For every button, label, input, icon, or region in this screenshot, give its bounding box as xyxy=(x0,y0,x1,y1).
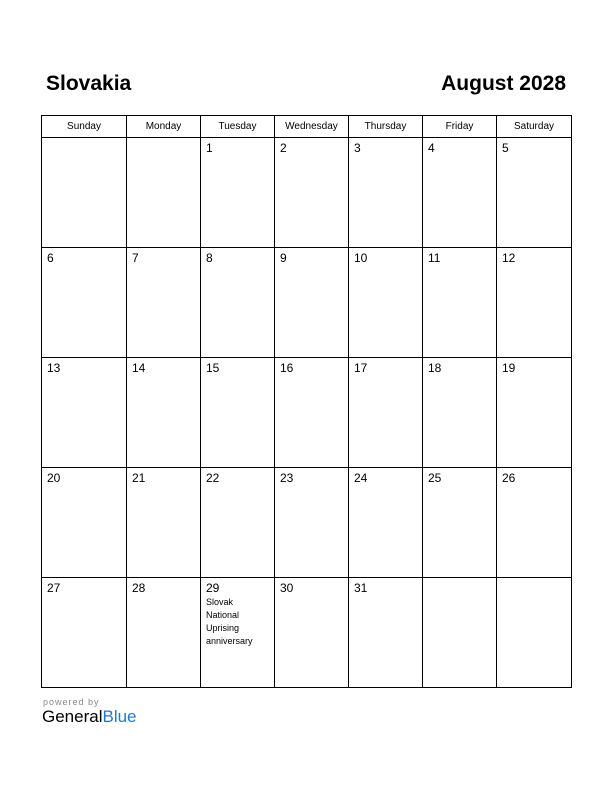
day-number: 7 xyxy=(132,251,139,265)
week-row xyxy=(42,248,572,358)
day-number: 13 xyxy=(47,361,61,375)
day-number: 4 xyxy=(428,141,435,155)
day-cell xyxy=(349,358,423,468)
day-cell xyxy=(201,248,275,358)
day-cell xyxy=(42,578,127,688)
month-title: August 2028 xyxy=(441,72,566,95)
day-cell xyxy=(42,358,127,468)
day-cell xyxy=(423,248,497,358)
day-number: 22 xyxy=(206,471,220,485)
day-cell xyxy=(349,138,423,248)
day-number: 25 xyxy=(428,471,442,485)
day-number: 28 xyxy=(132,581,146,595)
day-number: 17 xyxy=(354,361,368,375)
day-cell xyxy=(349,248,423,358)
day-number: 11 xyxy=(428,251,441,265)
day-number: 3 xyxy=(354,141,361,155)
day-number: 26 xyxy=(502,471,516,485)
day-cell xyxy=(42,468,127,578)
day-number: 24 xyxy=(354,471,368,485)
day-cell xyxy=(423,358,497,468)
day-number: 2 xyxy=(280,141,287,155)
day-cell xyxy=(127,138,201,248)
day-cell xyxy=(349,578,423,688)
day-number: 30 xyxy=(280,581,294,595)
weekday-header: Wednesday xyxy=(275,116,349,138)
brand-general: General xyxy=(42,707,103,726)
day-number: 23 xyxy=(280,471,294,485)
day-number: 5 xyxy=(502,141,509,155)
day-cell xyxy=(423,468,497,578)
powered-by: powered by xyxy=(43,697,100,707)
day-cell xyxy=(497,578,572,688)
day-number: 31 xyxy=(354,581,368,595)
day-cell xyxy=(275,138,349,248)
day-cell xyxy=(349,468,423,578)
country-title: Slovakia xyxy=(46,72,132,95)
weekday-header: Tuesday xyxy=(201,116,275,138)
weekday-header: Thursday xyxy=(349,116,423,138)
day-number: 12 xyxy=(502,251,516,265)
week-row xyxy=(42,358,572,468)
day-number: 27 xyxy=(47,581,61,595)
day-number: 16 xyxy=(280,361,294,375)
day-cell xyxy=(275,578,349,688)
day-cell xyxy=(423,138,497,248)
day-cell xyxy=(497,248,572,358)
day-number: 8 xyxy=(206,251,213,265)
day-cell xyxy=(201,358,275,468)
day-cell xyxy=(497,358,572,468)
day-cell xyxy=(497,468,572,578)
day-cell xyxy=(275,358,349,468)
day-cell xyxy=(423,578,497,688)
day-number: 29 xyxy=(206,581,220,595)
weekday-header: Saturday xyxy=(497,116,572,138)
day-number: 20 xyxy=(47,471,61,485)
day-number: 6 xyxy=(47,251,54,265)
calendar-grid xyxy=(41,115,572,688)
week-row xyxy=(42,468,572,578)
brand-blue: Blue xyxy=(102,707,137,726)
day-number: 18 xyxy=(428,361,442,375)
weekday-header: Monday xyxy=(127,116,201,138)
weekday-header: Friday xyxy=(423,116,497,138)
day-cell xyxy=(127,248,201,358)
day-cell xyxy=(127,578,201,688)
day-cell xyxy=(201,138,275,248)
day-cell xyxy=(275,248,349,358)
day-number: 14 xyxy=(132,361,146,375)
day-number: 1 xyxy=(206,141,213,155)
holiday-event: Slovak National Uprising anniversary xyxy=(206,597,253,646)
day-cell xyxy=(127,468,201,578)
week-row xyxy=(42,138,572,248)
day-number: 15 xyxy=(206,361,220,375)
generalblue-logo xyxy=(42,707,137,727)
week-row xyxy=(42,578,572,688)
day-cell xyxy=(42,138,127,248)
day-cell xyxy=(275,468,349,578)
weekday-header: Sunday xyxy=(42,116,127,138)
day-number: 9 xyxy=(280,251,287,265)
day-cell xyxy=(201,468,275,578)
day-cell xyxy=(42,248,127,358)
day-cell xyxy=(497,138,572,248)
day-number: 19 xyxy=(502,361,516,375)
day-cell xyxy=(127,358,201,468)
day-number: 10 xyxy=(354,251,368,265)
day-cell xyxy=(201,578,275,688)
day-number: 21 xyxy=(132,471,146,485)
